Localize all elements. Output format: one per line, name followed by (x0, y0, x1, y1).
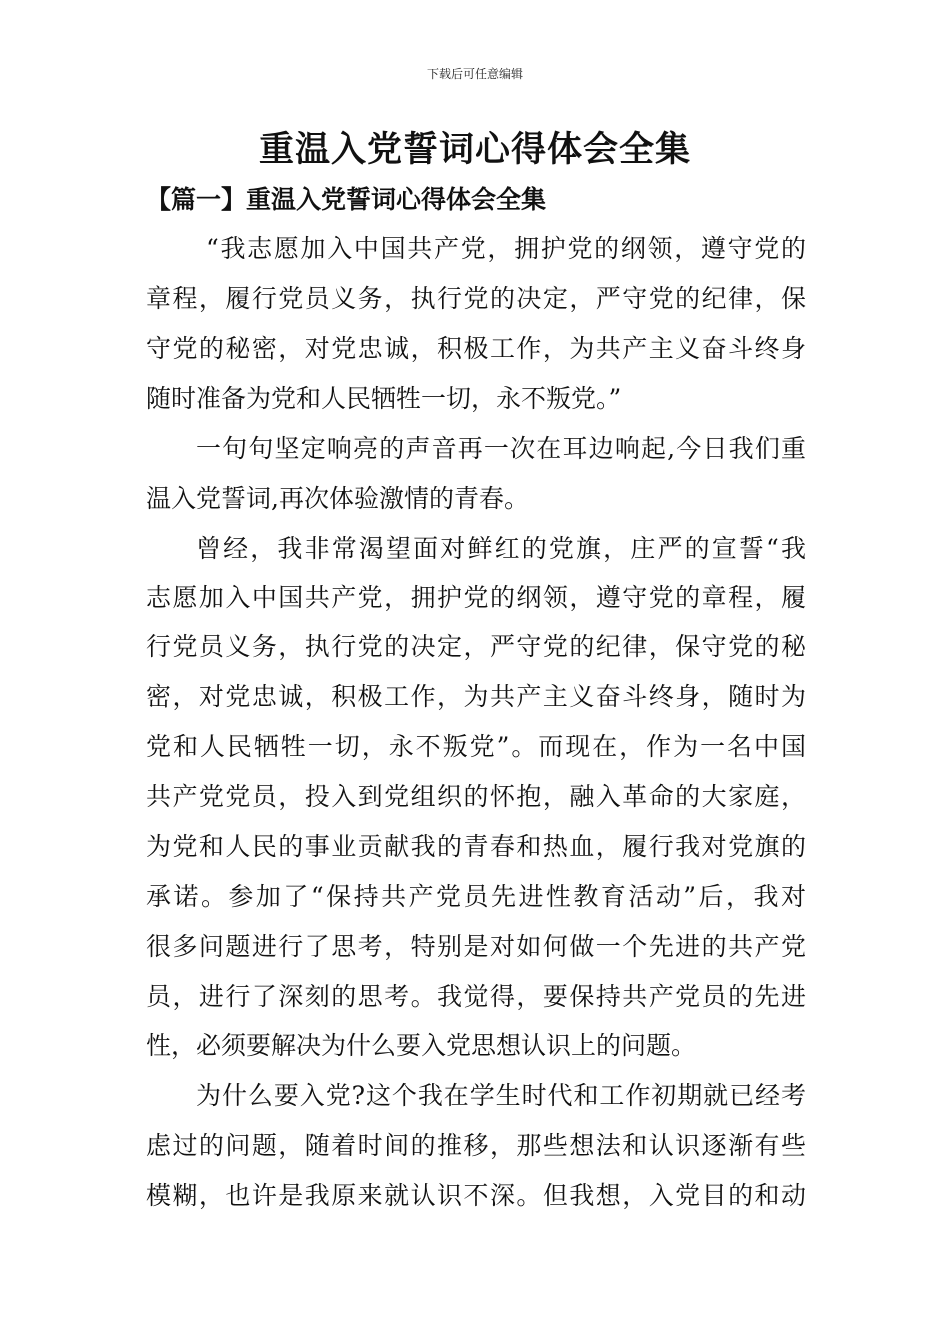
text-line: 随时准备为党和人民牺牲一切，永不叛党。” (146, 384, 622, 413)
section-heading: 【篇一】重温入党誓词心得体会全集 (146, 185, 547, 214)
text-line: 志愿加入中国共产党，拥护党的纲领，遵守党的章程，履 (146, 583, 806, 612)
text-line: 性，必须要解决为什么要入党思想认识上的问题。 (146, 1031, 697, 1060)
text-line: 一句句坚定响亮的声音再一次在耳边响起,今日我们重 (196, 434, 806, 463)
text-line: 模糊，也许是我原来就认识不深。但我想，入党目的和动 (146, 1181, 806, 1210)
text-line: 共产党党员，投入到党组织的怀抱，融入革命的大家庭， (146, 782, 806, 811)
text-line: 为什么要入党?这个我在学生时代和工作初期就已经考 (196, 1081, 806, 1110)
header-note: 下载后可任意编辑 (426, 67, 523, 81)
text-line: “我志愿加入中国共产党，拥护党的纲领，遵守党的 (206, 234, 806, 263)
text-line: 很多问题进行了思考，特别是对如何做一个先进的共产党 (146, 932, 806, 961)
text-line: 守党的秘密，对党忠诚，积极工作，为共产主义奋斗终身 (146, 334, 806, 363)
document-title: 重温入党誓词心得体会全集 (258, 129, 691, 170)
text-line: 为党和人民的事业贡献我的青春和热血，履行我对党旗的 (146, 832, 806, 861)
text-line: 员，进行了深刻的思考。我觉得，要保持共产党员的先进 (146, 982, 806, 1011)
text-line: 章程，履行党员义务，执行党的决定，严守党的纪律，保 (146, 284, 806, 313)
text-line: 密，对党忠诚，积极工作，为共产主义奋斗终身，随时为 (146, 682, 806, 711)
text-line: 曾经，我非常渴望面对鲜红的党旗，庄严的宣誓“我 (196, 534, 806, 563)
text-line: 行党员义务，执行党的决定，严守党的纪律，保守党的秘 (146, 632, 806, 661)
text-line: 虑过的问题，随着时间的推移，那些想法和认识逐渐有些 (146, 1131, 806, 1160)
text-line: 温入党誓词,再次体验激情的青春。 (146, 484, 529, 513)
text-line: 党和人民牺牲一切，永不叛党”。而现在，作为一名中国 (146, 732, 806, 761)
text-line: 承诺。参加了“保持共产党员先进性教育活动”后，我对 (146, 882, 806, 911)
